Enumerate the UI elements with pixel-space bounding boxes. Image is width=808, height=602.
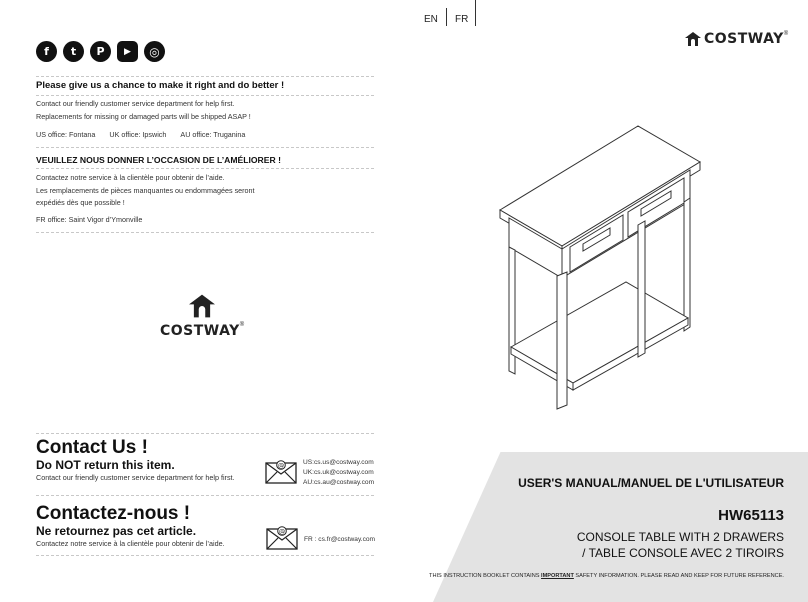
lang-fr: FR [455, 14, 469, 25]
fr-line: Contactez notre service à la clientèle pour obtenir de l’aide. [36, 173, 225, 182]
fr-heading: VEUILLEZ NOUS DONNER L’OCCASION DE L’AMÉLIORER ! [36, 155, 281, 165]
email-us[interactable]: US:cs.us@costway.com [303, 459, 374, 466]
brand-logo-top [684, 31, 788, 47]
en-offices [36, 130, 245, 139]
contact-subtitle: Do NOT return this item. [36, 458, 175, 472]
notice-after: SAFETY INFORMATION. PLEASE READ AND KEEP FOR FUTURE REFERENCE. [573, 573, 784, 579]
contact-line: Contact our friendly customer service department for help first. [36, 473, 235, 482]
divider [36, 555, 374, 556]
contact-fr-line: Contactez notre service à la clientèle pour obtenir de l’aide. [36, 539, 225, 548]
fr-office: FR office: Saint Vigor d’Ymonville [36, 215, 143, 224]
model-number: HW65113 [718, 507, 784, 524]
svg-text:@: @ [277, 461, 285, 470]
product-line-fr: / TABLE CONSOLE AVEC 2 TIROIRS [582, 546, 784, 560]
manual-title: USER'S MANUAL/MANUEL DE L'UTILISATEUR [518, 476, 784, 490]
twitter-icon[interactable]: t [63, 41, 84, 62]
notice-important: IMPORTANT [541, 573, 574, 579]
divider [36, 95, 374, 96]
house-logo-icon [684, 31, 702, 47]
en-line: Replacements for missing or damaged parts will be shipped ASAP ! [36, 111, 251, 121]
divider [36, 433, 374, 434]
fr-line: Les remplacements de pièces manquantes ou endommagées seront [36, 185, 255, 195]
office-uk: UK office: Ipswich [109, 130, 167, 139]
email-uk[interactable]: UK:cs.uk@costway.com [303, 469, 374, 476]
pinterest-icon[interactable]: P [90, 41, 111, 62]
email-fr[interactable]: FR : cs.fr@costway.com [304, 536, 376, 543]
svg-text:@: @ [278, 527, 286, 536]
brand-reg: ® [239, 322, 245, 328]
safety-notice [429, 573, 784, 579]
console-table-illustration [495, 122, 705, 412]
youtube-icon[interactable]: ▶ [117, 41, 138, 62]
contact-fr-subtitle: Ne retournez pas cet article. [36, 524, 197, 538]
en-text [36, 98, 251, 123]
divider [36, 76, 374, 77]
brand-name: COSTWAY [160, 323, 240, 339]
fr-text [36, 172, 255, 210]
lang-en: EN [424, 14, 438, 25]
brand-name: COSTWAY [704, 31, 784, 47]
divider [36, 495, 374, 496]
divider [36, 147, 374, 148]
email-au[interactable]: AU:cs.au@costway.com [303, 479, 375, 486]
brand-logo-center [160, 293, 244, 340]
contact-fr-title: Contactez-nous ! [36, 503, 191, 524]
contact-emails [303, 458, 374, 488]
manual-panel [433, 452, 808, 602]
divider [36, 168, 374, 169]
social-icons [36, 41, 165, 62]
product-name [577, 529, 784, 561]
divider [36, 232, 374, 233]
notice-before: THIS INSTRUCTION BOOKLET CONTAINS [429, 573, 542, 579]
instagram-icon[interactable]: ◎ [144, 41, 165, 62]
office-au: AU office: Truganina [180, 130, 246, 139]
contact-title: Contact Us ! [36, 437, 148, 458]
lang-divider-right [475, 0, 476, 26]
lang-divider [446, 8, 447, 26]
house-logo-icon [187, 293, 217, 319]
office-us: US office: Fontana [36, 130, 96, 139]
product-line-en: CONSOLE TABLE WITH 2 DRAWERS [576, 530, 784, 544]
email-icon [266, 525, 298, 551]
en-heading: Please give us a chance to make it right and do better ! [36, 80, 285, 91]
email-icon [265, 459, 297, 485]
en-line: Contact our friendly customer service department for help first. [36, 99, 235, 108]
fr-line: expédiés dès que possible ! [36, 198, 125, 207]
brand-reg: ® [783, 31, 789, 37]
facebook-icon[interactable]: f [36, 41, 57, 62]
